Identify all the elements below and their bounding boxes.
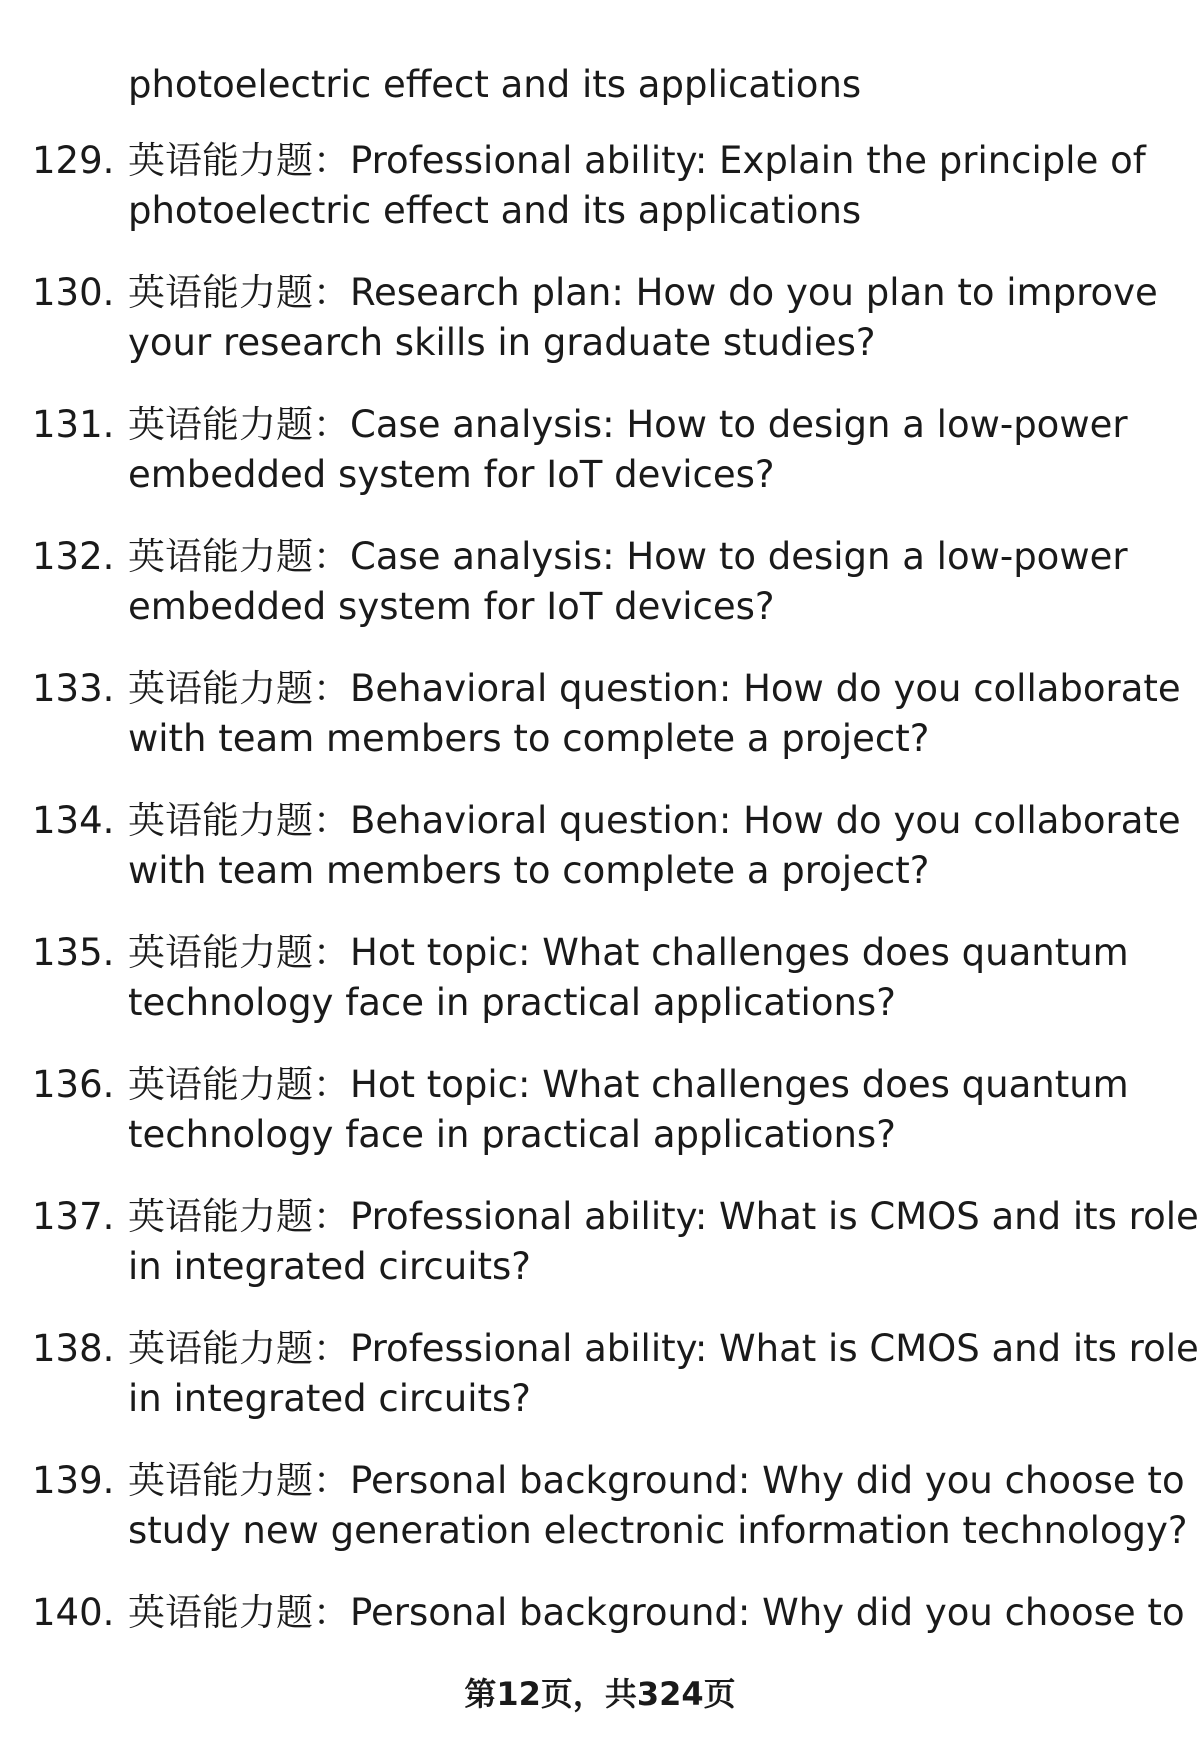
item-line: your research skills in graduate studies? <box>128 321 876 364</box>
item-line: 英语能力题：Hot topic: What challenges does quantum <box>128 931 1129 974</box>
item-text <box>128 136 1168 236</box>
item-line: 英语能力题：Behavioral question: How do you collaborate <box>128 799 1181 842</box>
item-line: 英语能力题：Professional ability: What is CMOS and its role <box>128 1195 1199 1238</box>
item-number: 140. <box>32 1591 115 1634</box>
item-line: with team members to complete a project? <box>128 849 930 892</box>
item-text <box>128 664 1181 764</box>
item-line: 英语能力题：Professional ability: Explain the principle of <box>128 139 1146 182</box>
item-text <box>128 1324 1199 1424</box>
item-number: 134. <box>32 799 115 842</box>
item-line: 英语能力题：Professional ability: What is CMOS and its role <box>128 1327 1199 1370</box>
item-number: 131. <box>32 403 115 446</box>
item-line: 英语能力题：Case analysis: How to design a low-power <box>128 403 1128 446</box>
item-text <box>128 268 1168 368</box>
item-line: technology face in practical applications? <box>128 1113 896 1156</box>
item-text <box>128 1192 1199 1292</box>
item-line: 英语能力题：Personal background: Why did you choose to <box>128 1459 1185 1502</box>
item-number: 138. <box>32 1327 115 1370</box>
continuation-text: photoelectric effect and its applications <box>128 63 862 106</box>
item-line: embedded system for IoT devices? <box>128 453 775 496</box>
item-number: 130. <box>32 271 115 314</box>
item-text <box>128 400 1168 500</box>
item-text <box>128 1060 1168 1160</box>
item-number: 129. <box>32 139 115 182</box>
item-line: photoelectric effect and its applications <box>128 189 862 232</box>
item-number: 137. <box>32 1195 115 1238</box>
item-line: 英语能力题：Personal background: Why did you choose to <box>128 1591 1185 1634</box>
item-line: study new generation electronic information technology? <box>128 1509 1188 1552</box>
item-line: in integrated circuits? <box>128 1245 531 1288</box>
item-line: with team members to complete a project? <box>128 717 930 760</box>
item-number: 132. <box>32 535 115 578</box>
item-number: 133. <box>32 667 115 710</box>
page-footer: 第12页，共324页 <box>464 1675 736 1713</box>
item-number: 135. <box>32 931 115 974</box>
item-line: 英语能力题：Behavioral question: How do you collaborate <box>128 667 1181 710</box>
item-number: 139. <box>32 1459 115 1502</box>
item-text <box>128 1456 1188 1556</box>
item-line: 英语能力题：Case analysis: How to design a low-power <box>128 535 1128 578</box>
item-text <box>128 796 1181 896</box>
item-line: embedded system for IoT devices? <box>128 585 775 628</box>
item-line: 英语能力题：Research plan: How do you plan to improve <box>128 271 1158 314</box>
item-line: in integrated circuits? <box>128 1377 531 1420</box>
item-line: technology face in practical applications? <box>128 981 896 1024</box>
item-line: 英语能力题：Hot topic: What challenges does quantum <box>128 1063 1129 1106</box>
item-text <box>128 1588 1185 1638</box>
item-number: 136. <box>32 1063 115 1106</box>
item-text <box>128 928 1168 1028</box>
item-text <box>128 532 1168 632</box>
